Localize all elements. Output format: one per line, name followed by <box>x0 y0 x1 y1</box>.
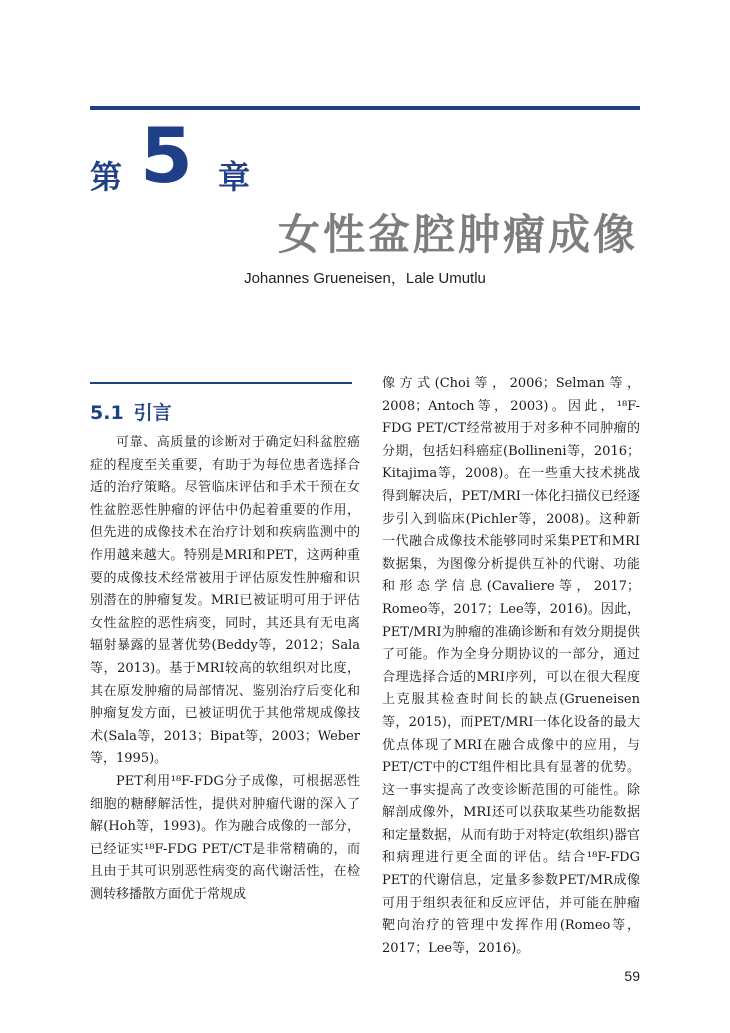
body-paragraph: 像方式(Choi等，2006；Selman等，2008；Antoch等，2003)。因此，¹⁸F-FDG PET/CT经常被用于对多种不同肿瘤的分期，包括妇科癌症(Bollineni等，2016；Kitajima等，2008)。在一些重大技术挑战得到解决后，PET/MRI一体化扫描仪已经逐步引入到临床(Pichler等，2008)。这种新一代融合成像技术能够同时采集PET和MRI数据集，为图像分析提供互补的代谢、功能和形态学信息(Cavaliere等，2017；Romeo等，2017；Lee等，2016)。因此，PET/MRI为肿瘤的准确诊断和有效分期提供了可能。作为全身分期协议的一部分，通过合理选择合适的MRI序列，可以在很大程度上克服其检查时间长的缺点(Grueneisen等，2015)，而PET/MRI一体化设备的最大优点体现了MRI在融合成像中的应用，与PET/CT中的CT组件相比具有显著的优势。这一事实提高了改变诊断范围的可能性。除解剖成像外，MRI还可以获取某些功能数据和定量数据，从而有助于对特定(软组织)器官和病理进行更全面的评估。结合¹⁸F-FDG PET的代谢信息，定量多参数PET/MR成像可用于组织表征和反应评估，并可能在肿瘤靶向治疗的管理中发挥作用(Romeo等，2017；Lee等，2016)。 <box>382 376 640 956</box>
section-rule <box>90 382 352 384</box>
chapter-suffix: 章 <box>218 158 251 196</box>
section-heading <box>90 398 172 425</box>
chapter-prefix: 第 <box>90 158 123 196</box>
body-paragraph: 可靠、高质量的诊断对于确定妇科盆腔癌症的程度至关重要，有助于为每位患者选择合适的治疗策略。尽管临床评估和手术干预在女性盆腔恶性肿瘤的评估中仍起着重要的作用，但先进的成像技术在治疗计划和疾病监测中的作用越来越大。特别是MRI和PET，这两种重要的成像技术经常被用于评估原发性肿瘤和识别潜在的肿瘤复发。MRI已被证明可用于评估女性盆腔的恶性病变，同时，其还具有无电离辐射暴露的显著优势(Beddy等，2012；Sala等，2013)。基于MRI较高的软组织对比度，其在原发肿瘤的局部情况、鉴别治疗后变化和肿瘤复发方面，已被证明优于其他常规成像技术(Sala等，2013；Bipat等，2003；Weber等，1995)。 <box>90 435 360 767</box>
left-column <box>90 432 360 906</box>
authors: Johannes Grueneisen，Lale Umutlu <box>244 270 486 287</box>
top-rule <box>90 106 640 110</box>
chapter-heading <box>90 111 390 200</box>
page-number: 59 <box>624 968 640 984</box>
body-paragraph: PET利用¹⁸F-FDG分子成像，可根据恶性细胞的糖酵解活性，提供对肿瘤代谢的深入了解(Hoh等，1993)。作为融合成像的一部分，已经证实¹⁸F-FDG PET/CT是非常精确的，而且由于其可识别恶性病变的高代谢活性，在检测转移播散方面优于常规成 <box>90 773 360 902</box>
right-column <box>382 373 640 960</box>
section-number: 5.1 <box>90 402 124 424</box>
chapter-title: 女性盆腔肿瘤成像 <box>277 210 638 259</box>
section-title: 引言 <box>133 402 172 424</box>
chapter-number: 5 <box>140 111 193 200</box>
